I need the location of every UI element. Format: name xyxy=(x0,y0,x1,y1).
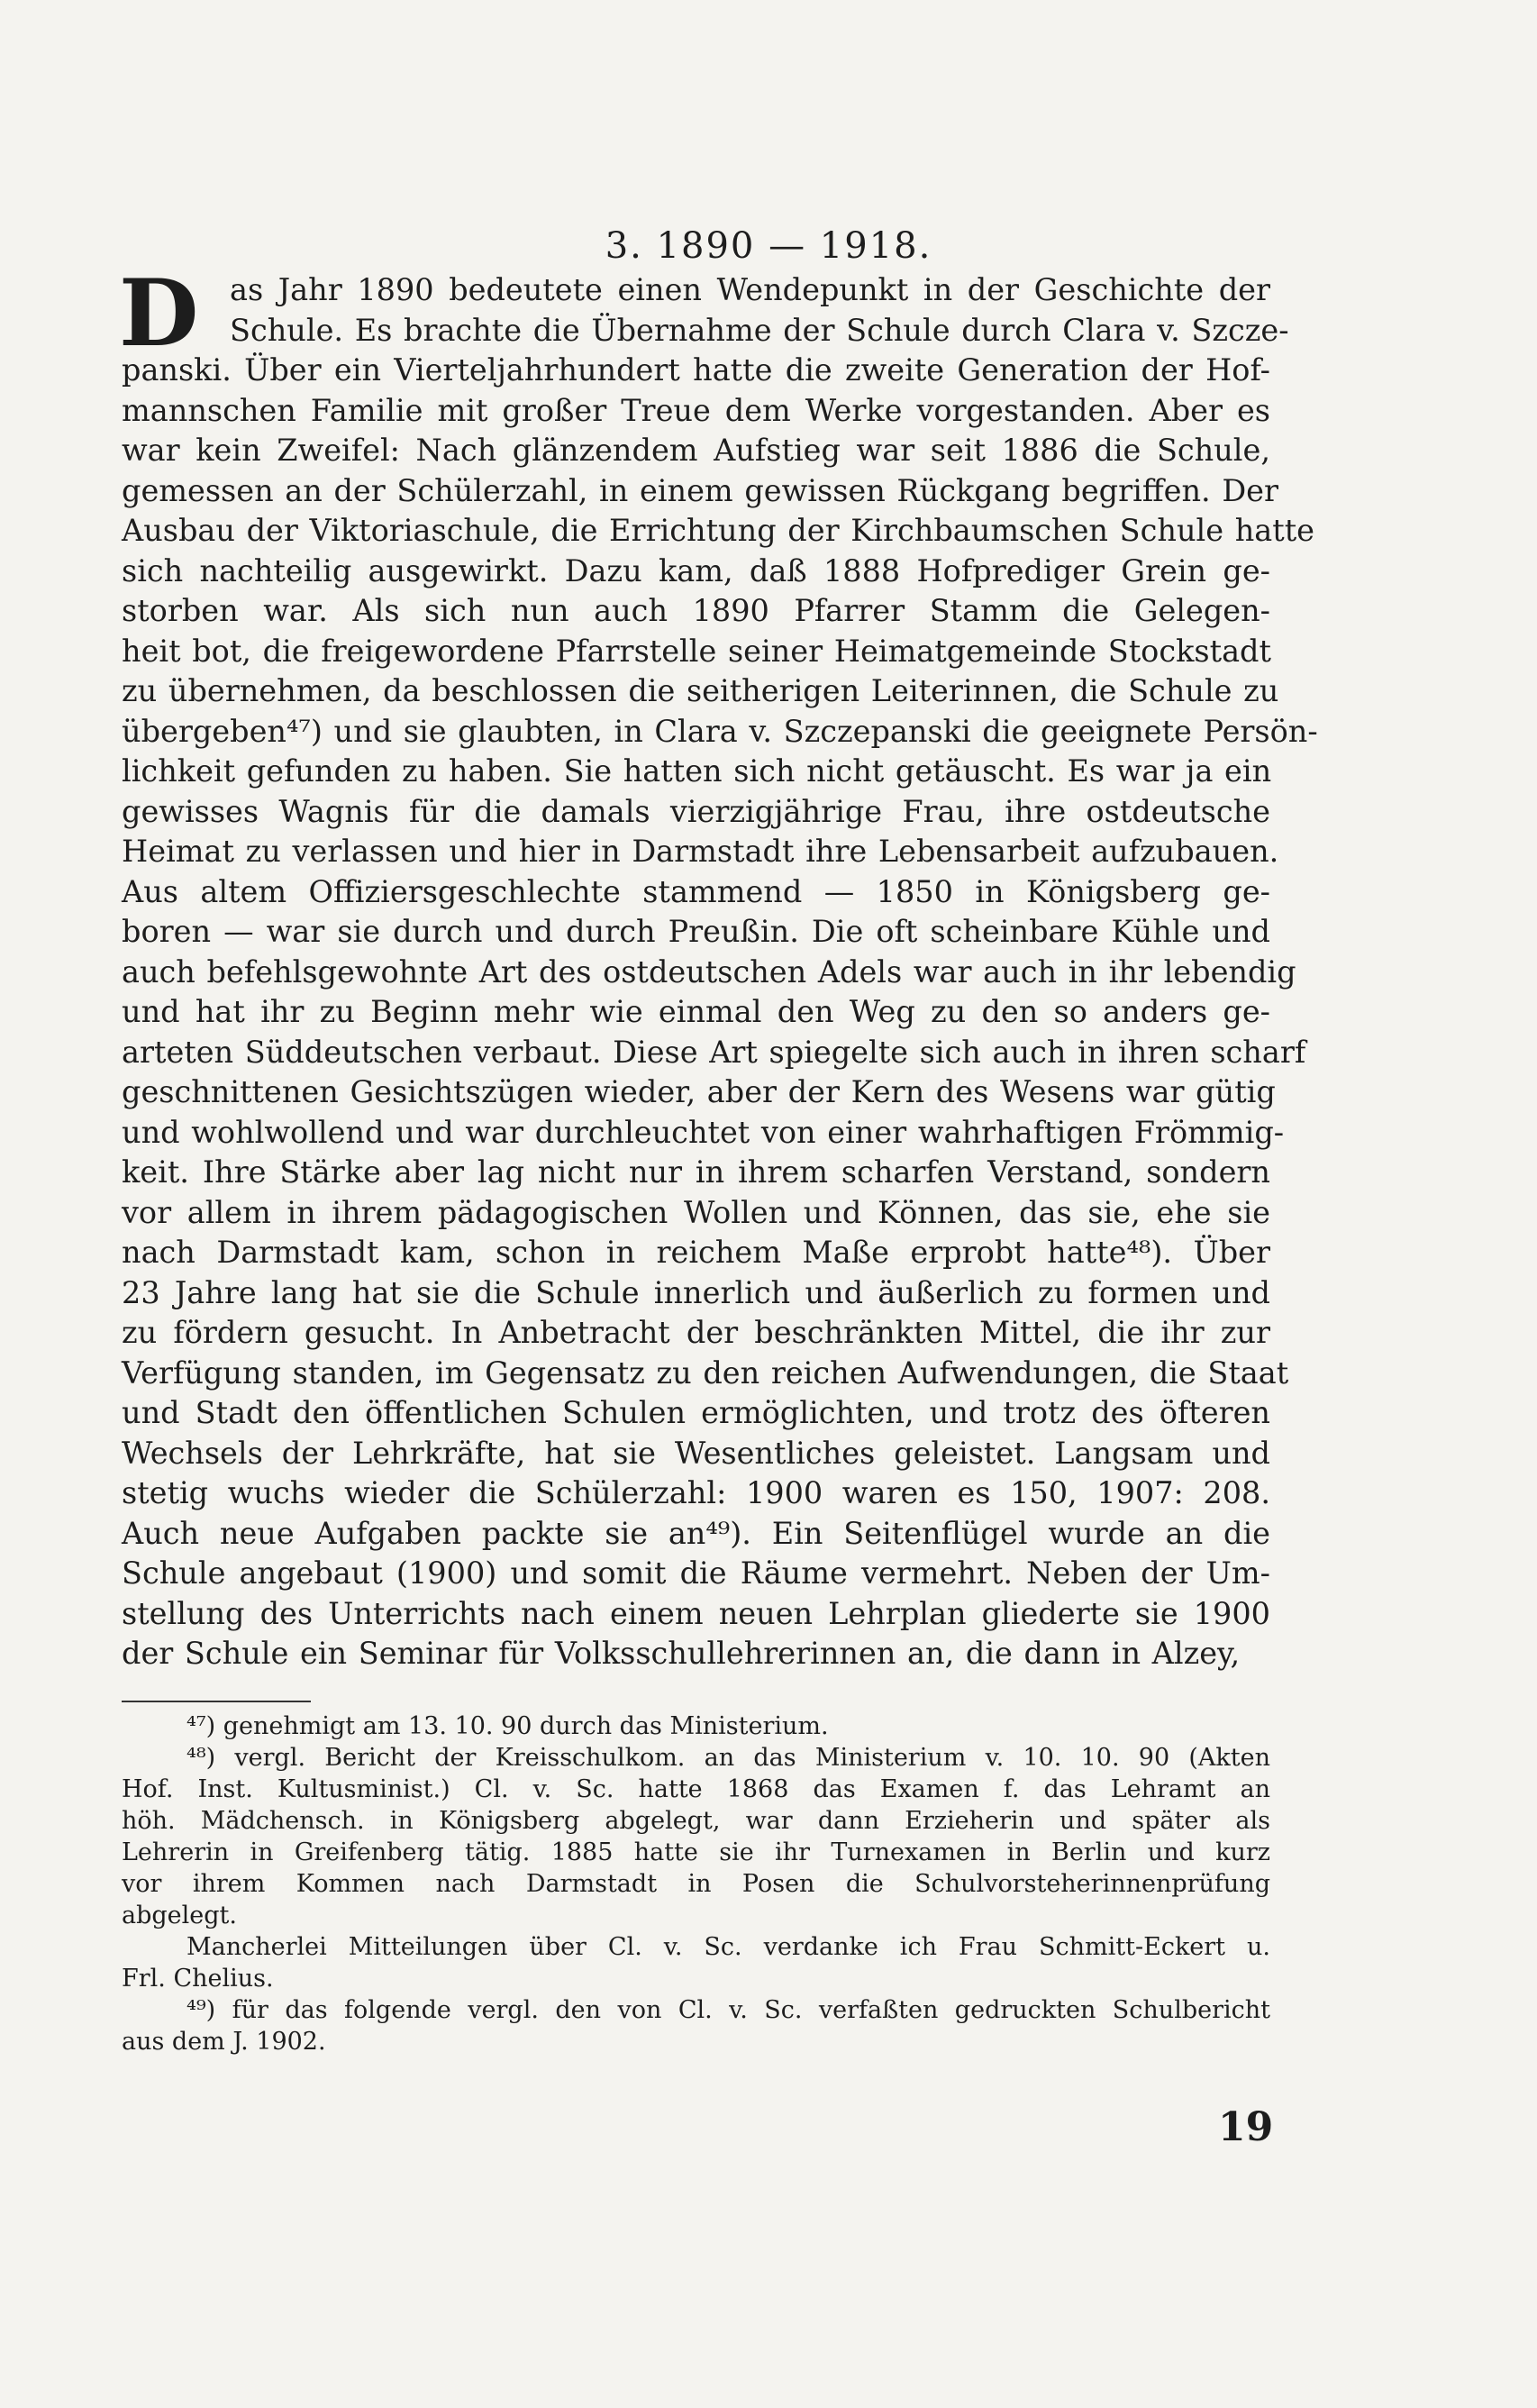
body-line: 23 Jahre lang hat sie die Schule innerlich und äußerlich zu formen und xyxy=(122,1274,1270,1310)
body-line: gewisses Wagnis für die damals vierzigjährige Frau, ihre ostdeutsche xyxy=(122,793,1270,829)
body-line: mannschen Familie mit großer Treue dem Werke vorgestanden. Aber es xyxy=(122,392,1270,428)
body-line: gemessen an der Schülerzahl, in einem gewissen Rückgang begriffen. Der xyxy=(122,472,1279,508)
body-line: nach Darmstadt kam, schon in reichem Maße erprobt hatte⁴⁸). Über xyxy=(122,1235,1270,1270)
footnote-line: Mancherlei Mitteilungen über Cl. v. Sc. verdanke ich Frau Schmitt-Eckert u. xyxy=(186,1933,1270,1961)
page-number: 19 xyxy=(1218,2104,1274,2150)
body-line: arteten Süddeutschen verbaut. Diese Art spiegelte sich auch in ihren scharf xyxy=(122,1034,1306,1070)
body-line: und Stadt den öffentlichen Schulen ermöglichten, und trotz des öfteren xyxy=(122,1395,1270,1430)
body-line: stetig wuchs wieder die Schülerzahl: 1900 waren es 150, 1907: 208. xyxy=(122,1475,1270,1510)
footnotes xyxy=(122,1710,1270,2057)
footnote-line: ⁴⁷) genehmigt am 13. 10. 90 durch das Ministerium. xyxy=(186,1712,829,1740)
body-line: panski. Über ein Vierteljahrhundert hatte die zweite Generation der Hof- xyxy=(122,352,1270,388)
body-line: geschnittenen Gesichtszügen wieder, aber der Kern des Wesens war gütig xyxy=(122,1074,1276,1109)
body-line: zu übernehmen, da beschlossen die seitherigen Leiterinnen, die Schule zu xyxy=(122,673,1279,708)
body-line: Wechsels der Lehrkräfte, hat sie Wesentliches geleistet. Langsam und xyxy=(122,1435,1270,1471)
body-text xyxy=(122,270,1318,1674)
body-line: storben war. Als sich nun auch 1890 Pfarrer Stamm die Gelegen- xyxy=(122,593,1270,628)
body-line: auch befehlsgewohnte Art des ostdeutschen Adels war auch in ihr lebendig xyxy=(122,953,1296,990)
body-line: übergeben⁴⁷) und sie glaubten, in Clara v. Szczepanski die geeignete Persön- xyxy=(122,713,1318,749)
footnote-line: aus dem J. 1902. xyxy=(122,2028,326,2056)
body-line: as Jahr 1890 bedeutete einen Wendepunkt in der Geschichte der xyxy=(230,272,1270,307)
body-line: vor allem in ihrem pädagogischen Wollen und Können, das sie, ehe sie xyxy=(122,1194,1270,1230)
footnote-rule xyxy=(122,1701,311,1702)
body-line: Verfügung standen, im Gegensatz zu den reichen Aufwendungen, die Staat xyxy=(122,1354,1289,1391)
body-line: und wohlwollend und war durchleuchtet von einer wahrhaftigen Frömmig- xyxy=(122,1114,1285,1150)
footnote-line: vor ihrem Kommen nach Darmstadt in Posen die Schulvorsteherinnenprüfung xyxy=(122,1870,1270,1898)
body-line: lichkeit gefunden zu haben. Sie hatten sich nicht getäuscht. Es war ja ein xyxy=(122,753,1272,789)
body-line: Auch neue Aufgaben packte sie an⁴⁹). Ein Seitenflügel wurde an die xyxy=(122,1515,1270,1551)
body-line: sich nachteilig ausgewirkt. Dazu kam, daß 1888 Hofprediger Grein ge- xyxy=(122,552,1270,588)
footnote-line: ⁴⁹) für das folgende vergl. den von Cl. v. Sc. verfaßten gedruckten Schulbericht xyxy=(186,1996,1270,2024)
body-line: war kein Zweifel: Nach glänzendem Aufstieg war seit 1886 die Schule, xyxy=(122,433,1270,468)
body-line: boren — war sie durch und durch Preußin. Die oft scheinbare Kühle und xyxy=(122,914,1270,949)
body-line: stellung des Unterrichts nach einem neuen Lehrplan gliederte sie 1900 xyxy=(122,1595,1270,1631)
footnote-line: Hof. Inst. Kultusminist.) Cl. v. Sc. hatte 1868 das Examen f. das Lehramt an xyxy=(122,1775,1270,1803)
footnote-line: Frl. Chelius. xyxy=(122,1965,274,1993)
body-line: zu fördern gesucht. In Anbetracht der beschränkten Mittel, die ihr zur xyxy=(122,1315,1270,1350)
body-line: und hat ihr zu Beginn mehr wie einmal den Weg zu den so anders ge- xyxy=(122,994,1270,1029)
body-line: Schule angebaut (1900) und somit die Räume vermehrt. Neben der Um- xyxy=(122,1555,1270,1591)
body-line: Schule. Es brachte die Übernahme der Schule durch Clara v. Szcze- xyxy=(230,312,1289,348)
section-heading: 3. 1890 — 1918. xyxy=(605,225,932,267)
body-line: der Schule ein Seminar für Volksschullehrerinnen an, die dann in Alzey, xyxy=(122,1636,1241,1671)
footnote-line: höh. Mädchensch. in Königsberg abgelegt, war dann Erzieherin und später als xyxy=(122,1807,1270,1835)
body-line: Ausbau der Viktoriaschule, die Errichtung der Kirchbaumschen Schule hatte xyxy=(122,513,1315,548)
body-line: keit. Ihre Stärke aber lag nicht nur in ihrem scharfen Verstand, sondern xyxy=(122,1154,1270,1190)
body-line: Aus altem Offiziersgeschlechte stammend — 1850 in Königsberg ge- xyxy=(122,873,1270,909)
body-line: heit bot, die freigewordene Pfarrstelle seiner Heimatgemeinde Stockstadt xyxy=(122,633,1271,669)
footnote-line: abgelegt. xyxy=(122,1902,237,1929)
drop-cap: D xyxy=(119,260,199,368)
footnote-line: Lehrerin in Greifenberg tätig. 1885 hatte sie ihr Turnexamen in Berlin und kurz xyxy=(122,1838,1270,1866)
body-line: Heimat zu verlassen und hier in Darmstadt ihre Lebensarbeit aufzubauen. xyxy=(122,834,1279,869)
footnote-line: ⁴⁸) vergl. Bericht der Kreisschulkom. an das Ministerium v. 10. 10. 90 (Akten xyxy=(186,1744,1270,1772)
